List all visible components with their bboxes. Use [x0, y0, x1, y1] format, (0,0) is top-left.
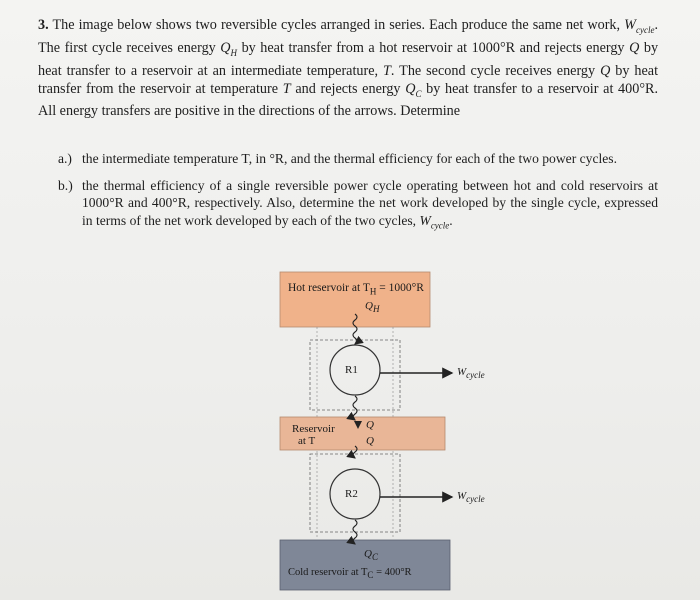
problem-text-6: by heat transfer from the reservoir at temperature [38, 62, 659, 97]
r1-label: R1 [345, 364, 358, 376]
part-b-label: b.) [58, 177, 73, 193]
t-symbol: T [383, 62, 391, 79]
problem-text-7: and rejects energy [295, 80, 401, 97]
problem-statement [38, 16, 658, 120]
series-cycles-diagram [262, 262, 512, 592]
problem-number: 3. [38, 17, 49, 33]
qh-symbol: $Q_H$ [220, 39, 238, 58]
part-a-text: the intermediate temperature T, in °R, and the thermal efficiency for each of the two power cycles. [82, 151, 617, 166]
r2-label: R2 [345, 488, 358, 500]
problem-text-8: by heat transfer to a reservoir at 400°R. All energy transfers are positive in the directions of the arrows. Determine [38, 80, 659, 120]
problem-text-5: . The second cycle receives energy [390, 62, 596, 79]
part-a [58, 150, 658, 168]
problem-text-2: . The first cycle receives energy [38, 17, 659, 56]
q-bottom-label: Q [366, 435, 374, 447]
w1-label: $W_{cycle}$ [457, 366, 485, 381]
cold-reservoir-label: Cold reservoir at $T_C = 400^\circ R$ [288, 567, 412, 581]
problem-parts [58, 150, 658, 244]
hot-reservoir-block [280, 272, 430, 327]
part-b-text: the thermal efficiency of a single reversible power cycle operating between hot and cold reservoirs at 1000°R and 400°R, respectively. Also, determine the net work developed by the single cycle, expressed in terms of the net work developed by each of the two cycles, $W_{cycle}$. [82, 177, 658, 231]
part-b [58, 177, 658, 235]
q-symbol-2: Q [600, 62, 611, 79]
w2-label: $W_{cycle}$ [457, 490, 485, 505]
part-a-label: a.) [58, 151, 72, 166]
q-symbol: Q [629, 39, 640, 56]
w-cycle-symbol: $W_{cycle}$ [624, 17, 655, 35]
q-reject-arrow [353, 396, 357, 420]
qc-symbol: $Q_C$ [405, 80, 422, 99]
intermediate-reservoir-label-1: Reservoir [292, 423, 335, 435]
qc-label: $Q_C$ [364, 548, 378, 563]
intermediate-reservoir-label-2: at T [298, 435, 316, 447]
problem-text-3: by heat transfer from a hot reservoir at 1000°R and rejects energy [241, 39, 625, 56]
t-symbol-2: T [282, 80, 291, 97]
w-cycle-symbol-b: $W_{cycle}$ [419, 212, 450, 231]
q-top-label: Q [366, 419, 374, 431]
problem-text-4: by heat transfer to a reservoir at an intermediate temperature, [38, 39, 659, 79]
problem-text-1: The image below shows two reversible cycles arranged in series. Each produce the same net work, [52, 17, 621, 33]
qh-label: $Q_H$ [365, 300, 380, 315]
hot-reservoir-label: Hot reservoir at $T_H = 1000^\circ R$ [288, 282, 424, 297]
